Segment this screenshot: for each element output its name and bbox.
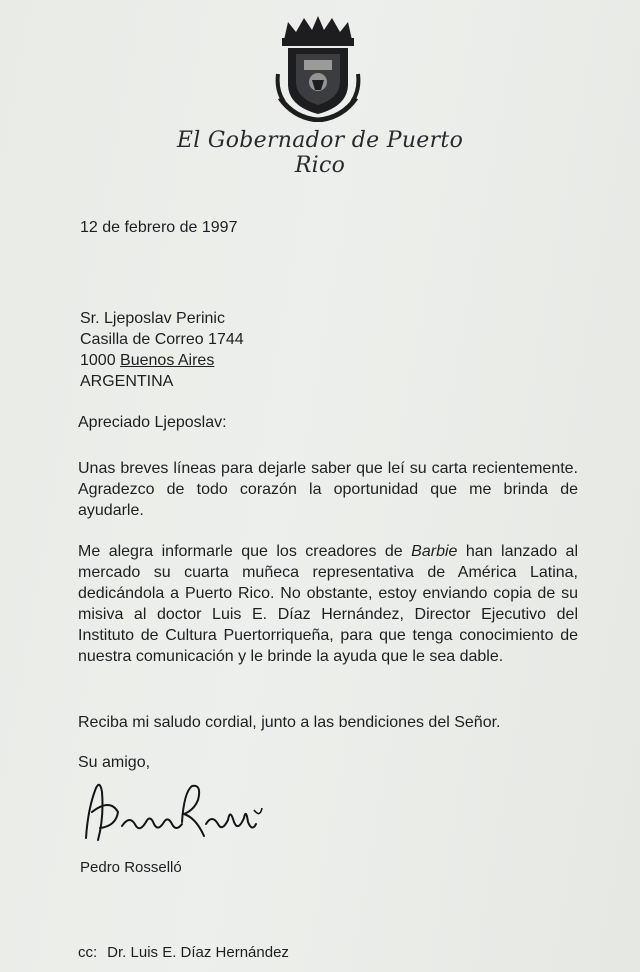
- cc-label: cc:: [78, 944, 98, 961]
- recipient-po-box: Casilla de Correo 1744: [80, 331, 244, 348]
- barbie-italic: Barbie: [411, 543, 458, 560]
- salutation: Apreciado Ljeposlav:: [78, 414, 227, 431]
- handwritten-signature: [78, 778, 268, 856]
- cc-recipient: Dr. Luis E. Díaz Hernández: [107, 944, 289, 961]
- recipient-name: Sr. Ljeposlav Perinic: [80, 310, 225, 327]
- recipient-country: ARGENTINA: [80, 373, 174, 390]
- letter-date: 12 de febrero de 1997: [80, 219, 238, 236]
- recipient-city: Buenos Aires: [120, 352, 215, 369]
- puerto-rico-seal-icon: [274, 14, 362, 122]
- recipient-city-line: [80, 350, 244, 371]
- cc-line: [78, 944, 289, 961]
- letterhead-title: El Gobernador de Puerto Rico: [176, 128, 464, 178]
- paragraph-2-rest: han lanzado al mercado su cuarta muñeca representativa de América Latina, dedicándola a Puerto Rico. No obstante, estoy enviando copia de su misiva al doctor Luis E. Díaz Hernández, Director Ejecutivo del Instituto de Cultura Puertorriqueña, para que tenga conocimiento de nuestra comunicación y le brinde la ayuda que le sea dable.: [78, 543, 579, 665]
- paragraph-2: [78, 541, 578, 667]
- recipient-address: [80, 308, 244, 392]
- closing: Su amigo,: [78, 754, 151, 771]
- signer-name: Pedro Rosselló: [80, 859, 182, 876]
- paragraph-2-start: Me alegra informarle que los creadores de: [78, 543, 412, 560]
- paragraph-3: Reciba mi saludo cordial, junto a las bendiciones del Señor.: [78, 714, 501, 731]
- recipient-postal-code: 1000: [80, 352, 121, 369]
- paragraph-1: Unas breves líneas para dejarle saber que leí su carta recientemente. Agradezco de todo corazón la oportunidad que me brinda de ayudarle.: [78, 460, 578, 519]
